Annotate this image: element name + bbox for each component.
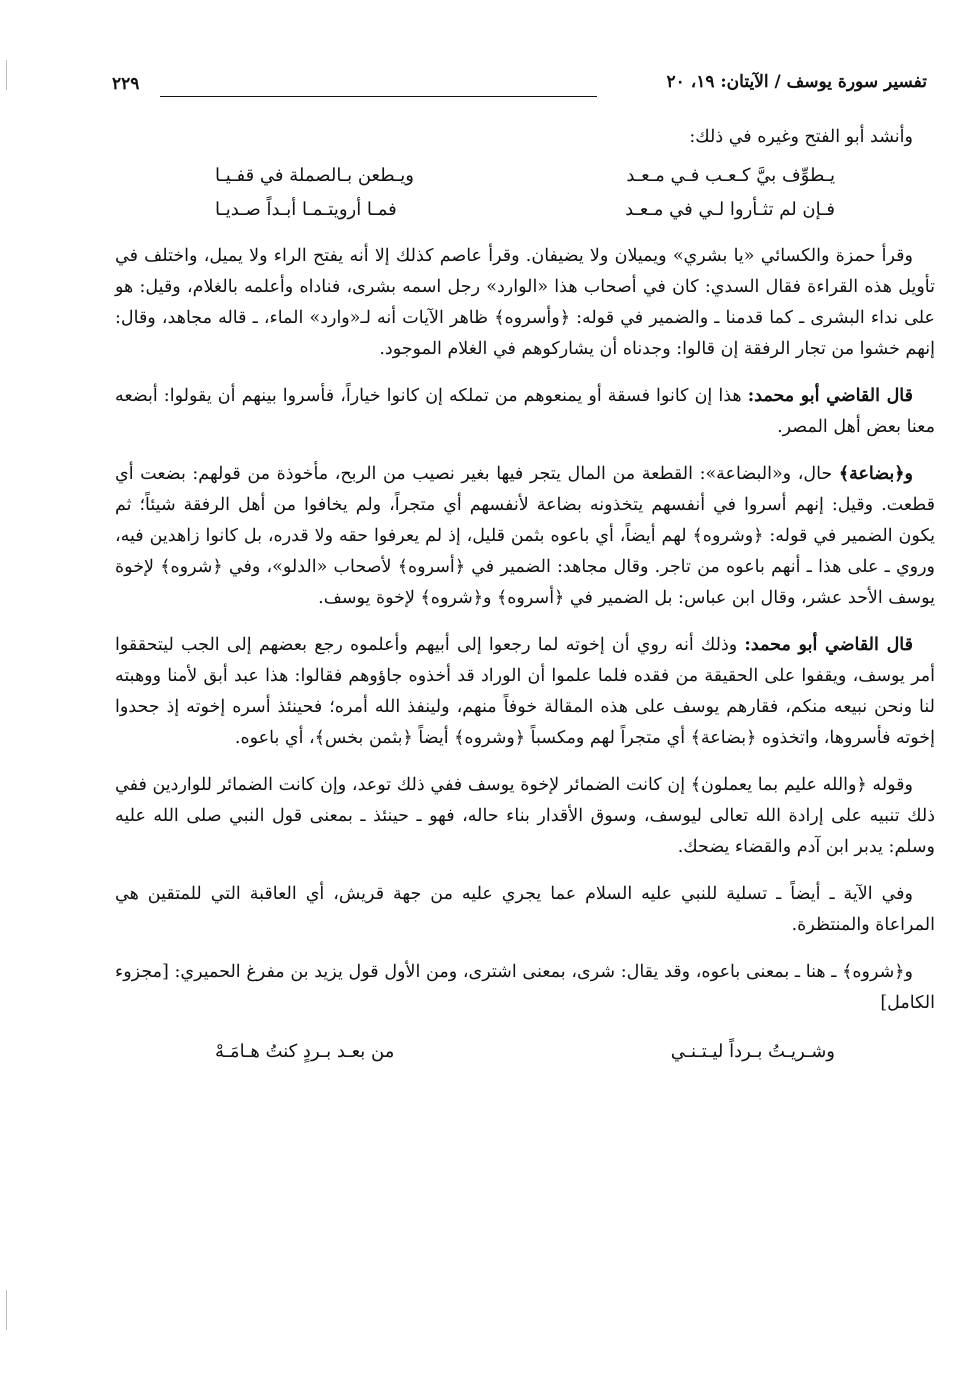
poem-line <box>215 1035 835 1069</box>
paragraph-lead: و﴿بضاعة﴾ <box>838 464 913 484</box>
paragraph <box>115 630 935 754</box>
paragraph-text: هذا إن كانوا فسقة أو يمنعوهم من تملكه إن كانوا خياراً، فأسروا بينهم أن يقولوا: أبضعه معنا بعض أهل المصر. <box>115 386 935 437</box>
paragraph: و﴿شروه﴾ ـ هنا ـ بمعنى باعوه، وقد يقال: شرى، بمعنى اشترى، ومن الأول قول يزيد بن مفرغ الحميري: [مجزوء الكامل] <box>115 962 935 1013</box>
paragraph <box>115 459 935 614</box>
poem-hemistich-left: ويـطعن بـالصملة في قفـيـا <box>215 165 414 186</box>
scan-margin-mark <box>6 1290 7 1330</box>
paragraph-text: وذلك أنه روي أن إخوته لما رجعوا إلى أبيهم وأعلموه رجع بعضهم إلى الجب ليتحققوا أمر يوسف، ويقفوا على الحقيقة من فقده فلما علموا أن الوراد قد أخذوه جاؤوهم فقالوا: هذا عبد أبق لأمنا ووهبته لنا ونحن نبيعه منكم، فقارهم يوسف على هذه المقالة خوفاً منهم، ولينفذ الله أمره؛ فحينئذ أسره إخوته إذ جحدوا إخوته فأسروها، واتخذوه ﴿بضاعة﴾ أي متجراً لهم ومكسباً ﴿وشروه﴾ أيضاً ﴿بثمن بخس﴾، أي باعوه. <box>115 635 935 748</box>
poem-hemistich-right: يـطوِّف بيَّ كـعـب فـي مـعـد <box>626 165 835 186</box>
header-rule <box>160 96 597 97</box>
paragraph-lead: قال القاضي أبو محمد: <box>747 386 913 406</box>
paragraph: وقرأ حمزة والكسائي «يا بشري» ويميلان ولا يضيفان. وقرأ عاصم كذلك إلا أنه يفتح الراء ولا يميل، واختلف في تأويل هذه القراءة فقال السدي: كان في أصحاب هذا «الوارد» رجل اسمه بشرى، فناداه وأعلمه بالغلام، وقيل: هو على نداء البشرى ـ كما قدمنا ـ والضمير في قوله: ﴿وأسروه﴾ ظاهر الآيات أنه لـ«وارد» الماء، ـ قاله مجاهد، وقال: إنهم خشوا من تجار الرفقة إن قالوا: وجدناه أن يشاركوهم في الغلام الموجود. <box>115 246 935 359</box>
paragraph: وقوله ﴿والله عليم بما يعملون﴾ إن كانت الضمائر لإخوة يوسف ففي ذلك توعد، وإن كانت الضمائر للواردين ففي ذلك تنبيه على إرادة الله تعالى ليوسف، وسوق الأقدار بناء حاله، فهو ـ حينئذ ـ بمعنى قول النبي صلى الله عليه وسلم: يدبر ابن آدم والقضاء يضحك. <box>115 775 935 857</box>
paragraph-lead: قال القاضي أبو محمد: <box>744 635 913 655</box>
page-header <box>112 72 927 106</box>
poem-block <box>215 159 835 227</box>
paragraph <box>115 381 935 443</box>
poem-line <box>215 159 835 193</box>
poem-line <box>215 193 835 227</box>
paragraph-text: حال، و«البضاعة»: القطعة من المال يتجر فيها بغير نصيب من الربح، مأخوذة من قولهم: بضعت أي قطعت. وقيل: إنهم أسروا في أنفسهم يتخذونه بضاعة لأنفسهم أي متجراً، ولم يخافوا من أهل الرفقة شيئاً؛ ثم يكون الضمير في قوله: ﴿وشروه﴾ لهم أيضاً، أي باعوه بثمن قليل، إذ لم يعرفوا حقه ولا قدره، بل كانوا زاهدين فيه، وروي ـ على هذا ـ أنهم باعوه من تاجر. وقال مجاهد: الضمير في ﴿أسروه﴾ لأصحاب «الدلو»، وفي ﴿شروه﴾ لإخوة يوسف الأحد عشر، وقال ابن عباس: بل الضمير في ﴿أسروه﴾ و﴿شروه﴾ لإخوة يوسف. <box>115 464 935 608</box>
poem-hemistich-right: وشـريـتُ بـرداً ليـتـنـي <box>670 1041 835 1062</box>
paragraph: وفي الآية ـ أيضاً ـ تسلية للنبي عليه السلام عما يجري عليه من جهة قريش، أي العاقبة التي للمتقين هي المراعاة والمنتظرة. <box>115 884 935 935</box>
scan-margin-mark <box>6 60 7 90</box>
poem-hemistich-left: من بعـد بـردٍ كنتُ هـامَـهْ <box>215 1041 395 1062</box>
poem-hemistich-right: فـإن لم تثـأروا لـي في مـعـد <box>625 199 835 220</box>
poem-block <box>215 1035 835 1069</box>
running-title: تفسير سورة يوسف / الآيتان: ١٩، ٢٠ <box>666 72 927 92</box>
poem-hemistich-left: فمـا أرويتـمـا أبـداً صـديـا <box>215 199 397 220</box>
verse-intro: وأنشد أبو الفتح وغيره في ذلك: <box>689 127 913 147</box>
page-number: ٢٢٩ <box>112 74 140 94</box>
page-body <box>115 122 935 1083</box>
